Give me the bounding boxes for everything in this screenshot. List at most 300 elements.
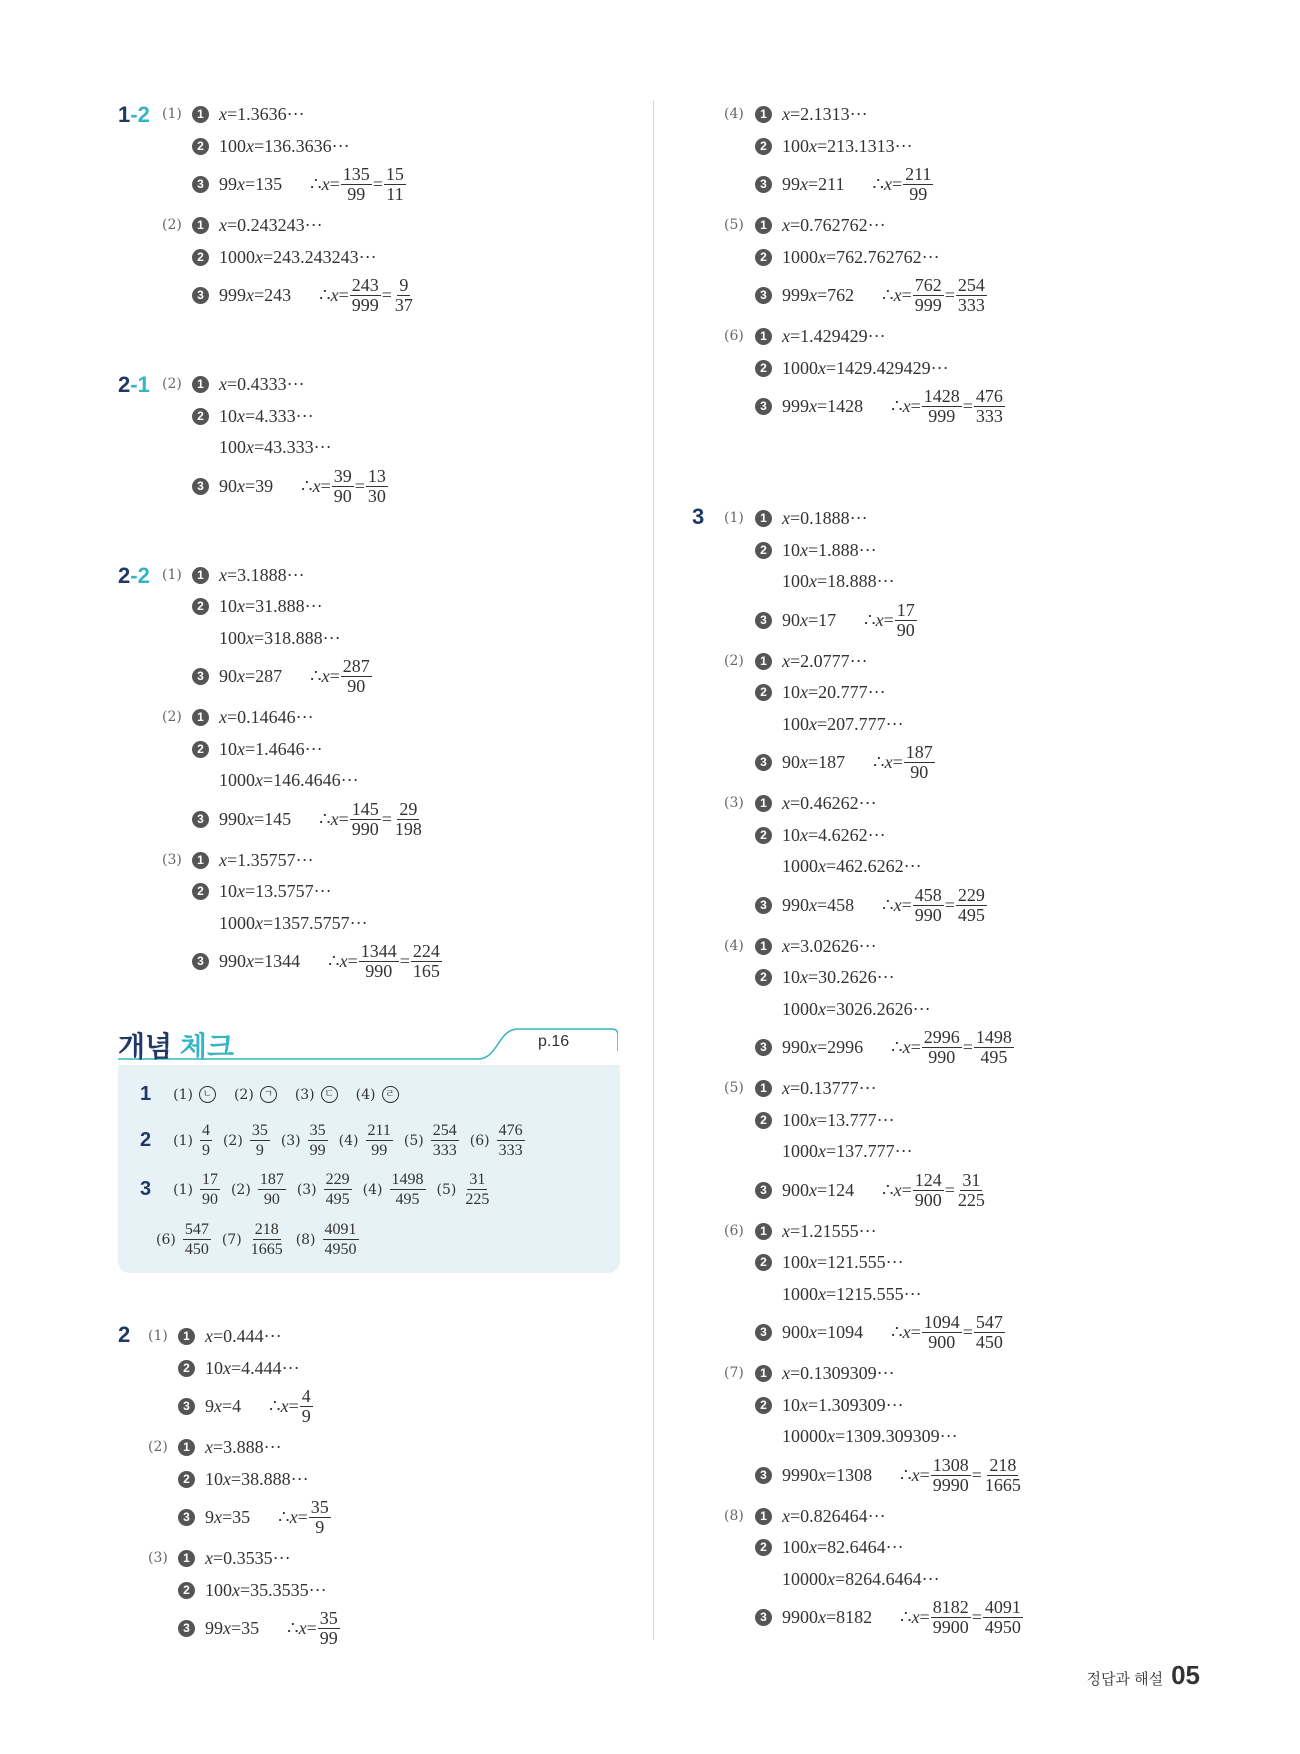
answer-step xyxy=(219,770,359,791)
step-number-icon: 2 xyxy=(192,883,209,900)
fraction xyxy=(956,1171,987,1210)
answer-letter-icon: ㄷ xyxy=(321,1086,338,1103)
variable-x: x xyxy=(205,1437,213,1457)
step-number-icon: 2 xyxy=(178,1471,195,1488)
step-number-icon: 2 xyxy=(755,684,772,701)
footer-label: 정답과 해설 xyxy=(1086,1671,1164,1688)
math-expression: 10x=4.6262··· xyxy=(782,824,886,845)
therefore-symbol: ∴ xyxy=(882,894,894,915)
problem-number: 1-2 xyxy=(118,102,150,127)
math-expression: 10x=31.888··· xyxy=(219,596,323,616)
part-label: (5) xyxy=(724,217,744,233)
fraction xyxy=(431,1121,459,1160)
concept-row xyxy=(146,1220,360,1259)
step-number-icon: 3 xyxy=(178,1620,195,1637)
numerator: 17 xyxy=(896,599,915,620)
math-expression: x= xyxy=(298,1618,317,1638)
math-expression: 10x=1.4646··· xyxy=(219,738,323,759)
math-expression: 90x=287 xyxy=(219,666,283,686)
math-expression: x= xyxy=(902,1037,921,1057)
math-expression: 990x=458 xyxy=(782,894,855,915)
step-number-icon: 1 xyxy=(192,376,209,393)
fraction xyxy=(318,1609,340,1648)
dash: - xyxy=(130,372,138,397)
answer-step xyxy=(192,881,332,902)
variable-x: x xyxy=(809,894,817,915)
answer-step xyxy=(782,999,931,1020)
variable-x: x xyxy=(809,1252,817,1272)
part-label: (4) xyxy=(724,937,744,954)
answer-step xyxy=(178,1580,327,1601)
numerator: 31 xyxy=(469,1171,486,1188)
math-expression: 900x=1094 xyxy=(782,1322,864,1342)
fraction xyxy=(922,1313,962,1352)
math-expression: x= xyxy=(875,609,894,630)
step-number-icon: 3 xyxy=(755,398,772,415)
step-number-icon: 1 xyxy=(192,709,209,726)
part-label: (3) xyxy=(162,851,182,868)
variable-x: x xyxy=(321,174,330,194)
numerator: 218 xyxy=(989,1454,1017,1475)
math-expression: x= xyxy=(884,752,903,772)
answer-step xyxy=(755,104,868,125)
concept-row-number: 2 xyxy=(140,1129,152,1151)
therefore-symbol: ∴ xyxy=(872,174,884,194)
variable-x: x xyxy=(237,174,245,194)
variable-x: x xyxy=(219,564,227,585)
math-expression: x= xyxy=(893,1179,912,1200)
fraction xyxy=(913,1171,944,1210)
variable-x: x xyxy=(237,596,245,616)
problem-number: 3 xyxy=(692,504,705,529)
part-label: (2) xyxy=(162,376,182,392)
denominator: 1665 xyxy=(984,1474,1021,1495)
concept-part-label: (7) xyxy=(221,1231,242,1248)
math-expression: x=1.3636··· xyxy=(219,104,305,124)
answer-letter-icon: ㄴ xyxy=(199,1086,216,1103)
variable-x: x xyxy=(782,1078,790,1098)
concept-part-label: (4) xyxy=(362,1181,383,1198)
answer-step xyxy=(782,571,895,592)
concept-row-number: 3 xyxy=(140,1178,152,1200)
variable-x: x xyxy=(219,849,227,870)
denominator: 495 xyxy=(325,1191,350,1208)
numerator: 31 xyxy=(962,1169,981,1190)
variable-x: x xyxy=(911,1464,920,1485)
answer-step xyxy=(192,657,373,696)
answer-step: 3 9990x=1308 ∴ x= $\frac{1308}{9990}$ = $\frac{218}{1665}$ xyxy=(755,1456,1024,1495)
step-number-icon: 2 xyxy=(192,741,209,758)
math-expression: x=2.1313··· xyxy=(782,104,868,124)
math-expression: x= xyxy=(902,396,921,416)
denominator: 99 xyxy=(309,1142,326,1159)
numerator: 35 xyxy=(319,1608,338,1628)
answer-step: 3 900x=1094 ∴ x= $\frac{1094}{900}$ = $\frac{547}{450}$ xyxy=(755,1313,1006,1352)
variable-x: x xyxy=(800,609,808,630)
part-label: (2) xyxy=(724,652,744,669)
math-expression: 100x=18.888··· xyxy=(782,571,895,591)
part-label: (5) xyxy=(724,1080,744,1096)
variable-x: x xyxy=(818,246,826,267)
math-expression: x=1.35757··· xyxy=(219,849,314,870)
numerator: 1498 xyxy=(975,1027,1012,1047)
step-number-icon: 2 xyxy=(755,249,772,266)
answer-step xyxy=(782,1284,922,1305)
numerator: 13 xyxy=(367,465,386,486)
step-number-icon: 3 xyxy=(755,1182,772,1199)
step-number-icon: 2 xyxy=(755,138,772,155)
part-label: (1) xyxy=(162,106,182,122)
math-expression: x=3.02626··· xyxy=(782,935,877,956)
math-expression: x= xyxy=(911,1607,930,1627)
step-number-icon: 3 xyxy=(178,1398,195,1415)
denominator: 1665 xyxy=(250,1241,283,1258)
numerator: 9 xyxy=(399,275,409,295)
answer-step: 3 990x=458 ∴ x= $\frac{458}{990}$ = $\frac{229}{495}$ xyxy=(755,886,988,925)
answer-step xyxy=(192,565,305,586)
answer-step: 3 990x=2996 ∴ x= $\frac{2996}{990}$ = $\frac{1498}{495}$ xyxy=(755,1028,1015,1067)
denominator: 90 xyxy=(263,1191,280,1208)
math-expression: 100x=82.6464··· xyxy=(782,1537,904,1557)
step-number-icon: 3 xyxy=(755,176,772,193)
step-number-icon: 1 xyxy=(755,653,772,670)
math-expression: x= xyxy=(321,174,340,194)
part-label: (1) xyxy=(148,1328,168,1344)
part-label: (4) xyxy=(724,106,744,122)
variable-x: x xyxy=(246,437,254,457)
answer-step xyxy=(755,326,886,347)
denominator: 225 xyxy=(957,1189,985,1210)
step-number-icon: 3 xyxy=(755,1467,772,1484)
variable-x: x xyxy=(884,752,893,772)
variable-x: x xyxy=(312,475,321,496)
step-number-icon: 2 xyxy=(192,598,209,615)
variable-x: x xyxy=(827,1568,835,1589)
denominator: 225 xyxy=(465,1191,490,1208)
denominator: 999 xyxy=(351,295,379,315)
math-expression: x= xyxy=(893,285,912,305)
concept-part-label: (3) xyxy=(280,1132,301,1149)
numerator: 1308 xyxy=(932,1454,969,1475)
dash: - xyxy=(130,102,138,127)
therefore-symbol: ∴ xyxy=(891,1322,903,1342)
therefore-symbol: ∴ xyxy=(873,752,885,772)
step-number-icon: 1 xyxy=(755,1080,772,1097)
part-label: (2) xyxy=(162,217,182,233)
numerator: 287 xyxy=(342,656,370,676)
variable-x: x xyxy=(330,808,339,829)
variable-x: x xyxy=(782,650,790,671)
numerator: 187 xyxy=(259,1171,284,1188)
math-expression: x=0.13777··· xyxy=(782,1078,877,1098)
answer-step xyxy=(192,596,323,617)
denominator: 99 xyxy=(319,1628,338,1648)
variable-x: x xyxy=(782,215,790,235)
answer-step xyxy=(178,1498,332,1537)
variable-x: x xyxy=(902,1322,911,1342)
math-expression: x=0.1888··· xyxy=(782,508,868,528)
variable-x: x xyxy=(893,1179,902,1200)
math-expression: 99x=135 xyxy=(219,174,283,194)
step-number-icon: 1 xyxy=(178,1439,195,1456)
variable-x: x xyxy=(800,752,808,772)
answer-step xyxy=(192,374,305,395)
numerator: 4 xyxy=(201,1122,210,1139)
math-expression: 10x=30.2626··· xyxy=(782,967,895,987)
math-expression: 990x=1344 xyxy=(219,951,301,971)
concept-row xyxy=(140,1170,492,1209)
denominator: 37 xyxy=(394,295,413,315)
variable-x: x xyxy=(298,1618,307,1638)
variable-x: x xyxy=(782,1220,790,1241)
variable-x: x xyxy=(219,707,227,727)
fraction xyxy=(903,165,933,204)
math-expression: 100x=213.1313··· xyxy=(782,135,913,156)
denominator: 9 xyxy=(315,1517,325,1537)
step-number-icon: 1 xyxy=(755,795,772,812)
therefore-symbol: ∴ xyxy=(278,1507,290,1527)
variable-x: x xyxy=(809,1322,817,1342)
therefore-symbol: ∴ xyxy=(287,1618,299,1638)
numerator: 229 xyxy=(957,884,985,905)
math-expression: x= xyxy=(883,174,903,194)
answer-letter-icon: ㄱ xyxy=(260,1086,277,1103)
variable-x: x xyxy=(246,951,254,971)
numerator: 1498 xyxy=(391,1171,424,1188)
denominator: 90 xyxy=(910,762,929,782)
concept-check-title xyxy=(118,1025,234,1065)
math-expression: 99x=35 xyxy=(205,1618,260,1638)
fraction xyxy=(341,657,372,696)
variable-x: x xyxy=(800,539,808,560)
concept-part-label: (4) xyxy=(338,1132,359,1149)
answer-step xyxy=(755,825,886,846)
numerator: 2996 xyxy=(923,1027,960,1047)
variable-x: x xyxy=(782,508,790,528)
math-expression: 90x=39 xyxy=(219,475,274,496)
variable-x: x xyxy=(205,1548,213,1568)
answer-step xyxy=(755,136,913,157)
math-expression: x= xyxy=(280,1396,299,1416)
variable-x: x xyxy=(818,1607,826,1627)
variable-x: x xyxy=(246,135,254,156)
concept-row-number: 1 xyxy=(140,1083,152,1105)
variable-x: x xyxy=(875,609,884,630)
variable-x: x xyxy=(289,1507,298,1527)
variable-x: x xyxy=(237,666,245,686)
denominator: 90 xyxy=(896,619,915,640)
variable-x: x xyxy=(219,104,227,124)
fraction xyxy=(350,276,381,315)
variable-x: x xyxy=(339,951,348,971)
concept-part-label: (2) xyxy=(230,1181,251,1198)
fraction xyxy=(913,886,944,925)
math-expression: x=1.429429··· xyxy=(782,326,886,346)
variable-x: x xyxy=(818,357,826,378)
fraction xyxy=(341,165,372,204)
answer-step: 3 999x=243 ∴ x= $\frac{243}{999}$ = $\frac{9}{37}$ xyxy=(192,276,416,315)
step-number-icon: 3 xyxy=(192,478,209,495)
therefore-symbol: ∴ xyxy=(882,1179,894,1200)
numerator: 254 xyxy=(432,1122,457,1139)
step-number-icon: 2 xyxy=(192,138,209,155)
denominator: 495 xyxy=(957,904,985,925)
numerator: 218 xyxy=(254,1221,279,1238)
fraction xyxy=(904,743,935,782)
variable-x: x xyxy=(255,912,263,933)
answer-step xyxy=(755,967,895,988)
denominator: 990 xyxy=(351,818,379,839)
numerator: 1094 xyxy=(923,1312,960,1332)
math-expression: 100x=35.3535··· xyxy=(205,1579,327,1600)
variable-x: x xyxy=(818,1464,826,1485)
dash: - xyxy=(130,562,138,588)
variable-x: x xyxy=(883,174,892,194)
part-label: (3) xyxy=(724,795,744,811)
answer-step xyxy=(755,508,868,529)
denominator: 990 xyxy=(928,1047,956,1067)
variable-x: x xyxy=(246,285,254,305)
denominator: 9900 xyxy=(932,1617,969,1637)
math-expression: 100x=318.888··· xyxy=(219,627,341,648)
therefore-symbol: ∴ xyxy=(882,285,894,305)
denominator: 11 xyxy=(386,184,404,204)
answer-step xyxy=(755,743,936,782)
concept-part-label: (1) xyxy=(173,1181,193,1198)
variable-x: x xyxy=(223,1357,231,1378)
answer-step: 3 990x=1344 ∴ x= $\frac{1344}{990}$ = $\frac{224}{165}$ xyxy=(192,942,443,981)
numerator: 4091 xyxy=(984,1597,1021,1617)
answer-step xyxy=(178,1387,314,1426)
answer-step xyxy=(755,1537,904,1558)
part-label: (2) xyxy=(148,1439,168,1455)
fraction xyxy=(393,800,424,839)
variable-x: x xyxy=(818,856,826,876)
math-expression: x= xyxy=(330,285,349,305)
variable-x: x xyxy=(237,405,245,426)
concept-row xyxy=(140,1083,407,1106)
step-number-icon: 3 xyxy=(755,897,772,914)
answer-step: 3 9900x=8182 ∴ x= $\frac{8182}{9900}$ = $\frac{4091}{4950}$ xyxy=(755,1598,1024,1637)
math-expression: x= xyxy=(321,666,340,686)
concept-check-box xyxy=(118,1065,620,1273)
step-number-icon: 1 xyxy=(192,852,209,869)
answer-step xyxy=(755,1078,877,1099)
therefore-symbol: ∴ xyxy=(310,174,322,194)
fraction xyxy=(200,1121,212,1160)
math-expression: x=3.888··· xyxy=(205,1437,282,1457)
math-expression: 100x=207.777··· xyxy=(782,713,904,734)
numerator: 35 xyxy=(309,1122,326,1139)
math-expression: 1000x=137.777··· xyxy=(782,1141,913,1161)
fraction xyxy=(366,467,388,506)
variable-x: x xyxy=(223,1468,231,1489)
math-expression: x= xyxy=(911,1464,930,1485)
math-expression: 9990x=1308 xyxy=(782,1464,873,1485)
concept-part-label: (6) xyxy=(469,1132,490,1149)
variable-x: x xyxy=(893,894,902,915)
part-label: (2) xyxy=(162,709,182,725)
math-expression: 100x=121.555··· xyxy=(782,1252,904,1272)
answer-step xyxy=(178,1469,309,1490)
numerator: 35 xyxy=(251,1122,268,1139)
variable-x: x xyxy=(902,1037,911,1057)
fraction xyxy=(913,276,944,315)
fraction xyxy=(931,1598,971,1637)
concept-page-ref: p.16 xyxy=(538,1033,570,1050)
concept-part-label: (4) xyxy=(355,1086,376,1103)
variable-x: x xyxy=(321,666,330,686)
variable-x: x xyxy=(280,1396,289,1416)
variable-x: x xyxy=(809,1109,817,1130)
therefore-symbol: ∴ xyxy=(319,808,331,829)
step-number-icon: 2 xyxy=(755,1112,772,1129)
fraction xyxy=(983,1598,1023,1637)
variable-x: x xyxy=(205,1326,213,1346)
denominator: 333 xyxy=(957,295,985,315)
denominator: 90 xyxy=(201,1191,218,1208)
answer-step xyxy=(755,358,949,379)
step-number-icon: 1 xyxy=(178,1550,195,1567)
math-expression: x=0.46262··· xyxy=(782,793,877,813)
numerator: 35 xyxy=(310,1497,329,1517)
variable-x: x xyxy=(818,1283,826,1304)
fraction xyxy=(931,1456,971,1495)
fraction xyxy=(983,1456,1023,1495)
step-number-icon: 3 xyxy=(755,1324,772,1341)
column-divider xyxy=(653,100,654,1640)
math-expression: 990x=2996 xyxy=(782,1037,864,1057)
fraction xyxy=(463,1170,491,1209)
variable-x: x xyxy=(782,326,790,346)
variable-x: x xyxy=(809,135,817,156)
numerator: 211 xyxy=(367,1122,391,1139)
step-number-icon: 1 xyxy=(192,567,209,584)
therefore-symbol: ∴ xyxy=(900,1607,912,1627)
denominator: 999 xyxy=(928,406,956,426)
step-number-icon: 3 xyxy=(755,612,772,629)
variable-x: x xyxy=(219,374,227,394)
concept-check-header xyxy=(118,1023,618,1063)
answer-step xyxy=(192,247,377,268)
denominator: 333 xyxy=(975,406,1003,426)
numerator: 15 xyxy=(385,164,404,184)
part-label: (6) xyxy=(724,1222,744,1239)
numerator: 39 xyxy=(333,465,352,486)
denominator: 9 xyxy=(201,1142,210,1159)
fraction xyxy=(249,1220,285,1259)
numerator: 4091 xyxy=(324,1221,357,1238)
therefore-symbol: ∴ xyxy=(891,396,903,416)
step-number-icon: 1 xyxy=(192,106,209,123)
answer-step xyxy=(192,850,314,871)
denominator: 99 xyxy=(909,184,928,204)
answer-step: 3 990x=145 ∴ x= $\frac{145}{990}$ = $\frac{29}{198}$ xyxy=(192,800,425,839)
answer-step xyxy=(755,165,934,204)
answer-step xyxy=(755,682,886,703)
numerator: 8182 xyxy=(932,1597,969,1617)
step-number-icon: 2 xyxy=(755,1254,772,1271)
answer-step xyxy=(192,215,323,236)
step-number-icon: 1 xyxy=(192,217,209,234)
math-expression: x=0.826464··· xyxy=(782,1505,886,1526)
variable-x: x xyxy=(782,935,790,956)
math-expression: 10x=1.888··· xyxy=(782,539,877,560)
math-expression: 10x=4.333··· xyxy=(219,405,314,426)
denominator: 900 xyxy=(928,1332,956,1352)
math-expression: x=0.4333··· xyxy=(219,374,305,394)
therefore-symbol: ∴ xyxy=(891,1037,903,1057)
